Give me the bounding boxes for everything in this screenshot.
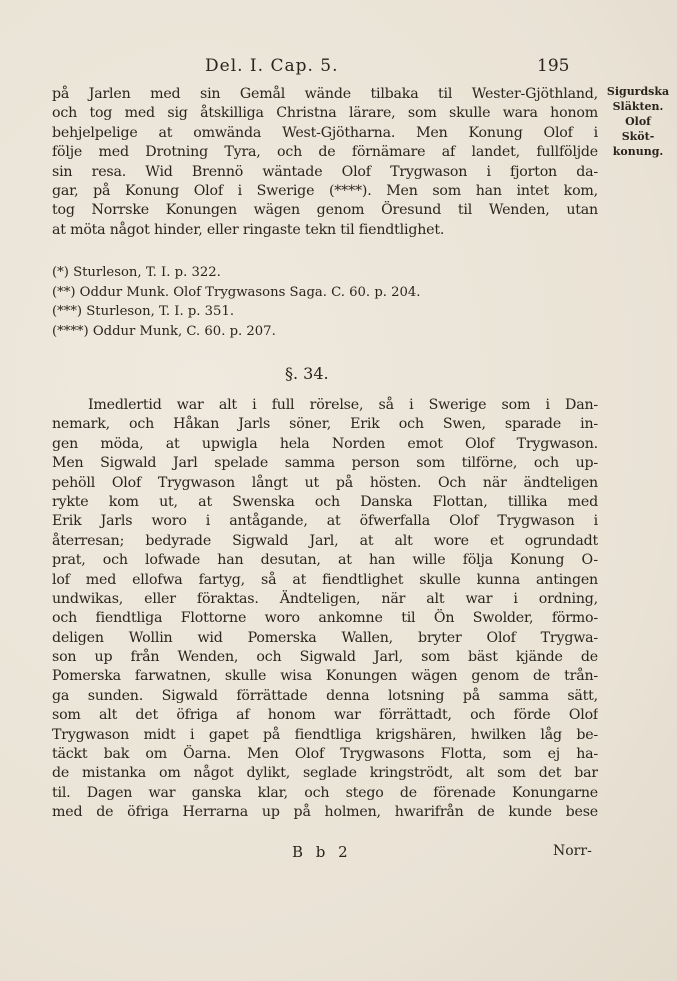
text-line: nemark, och Håkan Jarls söner, Erik och Swen, sparade in-	[52, 416, 598, 433]
footnote: (***) Sturleson, T. I. p. 351.	[52, 304, 235, 320]
text-line: och tog med sig åtskilliga Christna lärare, som skulle wara honom	[52, 105, 598, 122]
text-line: behjelpelige at omwända West-Gjötharna. Men Konung Olof i	[52, 124, 598, 141]
section-heading: §. 34.	[285, 364, 329, 383]
text-line: prat, och lofwade han desutan, at han wille följa Konung O-	[52, 552, 598, 569]
margin-note-line: Sigurdska	[606, 85, 670, 98]
text-line: täckt bak om Öarna. Men Olof Trygwasons Flotta, som ej ha-	[52, 746, 598, 763]
text-line: at möta något hinder, eller ringaste tekn til fiendtlighet.	[52, 221, 445, 238]
text-line: pehöll Olof Trygwason långt ut på hösten. Och när ändteligen	[52, 474, 598, 491]
text-line: som alt det öfriga af honom war förrättadt, och förde Olof	[52, 707, 598, 724]
margin-note	[598, 84, 677, 159]
text-line: til. Dagen war ganska klar, och stego de förenade Konungarne	[52, 784, 598, 801]
text-line: Trygwason midt i gapet på fiendtliga krigshären, hwilken låg be-	[52, 726, 598, 743]
text-line: rykte kom ut, at Swenska och Danska Flottan, tillika med	[52, 493, 598, 510]
text-line: Imedlertid war alt i full rörelse, så i Swerige som i Dan-	[88, 397, 598, 413]
margin-note-line: Sköt-	[621, 130, 655, 143]
text-line: följe med Drotning Tyra, och de förnämare af landet, fullföljde	[52, 144, 598, 161]
text-line: Pomerska farwatnen, skulle wisa Konungen wägen genom de trån-	[52, 668, 598, 685]
running-head: Del. I. Cap. 5.	[205, 56, 339, 76]
text-line: lof med ellofwa fartyg, så at fiendtlighet skulle kunna antingen	[52, 571, 598, 588]
signature-mark: B b 2	[292, 843, 352, 861]
paragraph-34	[52, 396, 598, 823]
footnotes	[52, 263, 421, 342]
text-line: gar, på Konung Olof i Swerige (****). Men som han intet kom,	[52, 182, 598, 199]
footnote: (****) Oddur Munk, C. 60. p. 207.	[52, 324, 276, 340]
top-text-block	[52, 85, 598, 240]
text-line: son up från Wenden, och Sigwald Jarl, som bäst kjände de	[52, 649, 598, 666]
text-line: ga sunden. Sigwald förrättade denna lotsning på samma sätt,	[52, 687, 598, 704]
text-line: sin resa. Wid Brennö wäntade Olof Trygwason i fjorton da-	[52, 163, 598, 180]
text-line: Men Sigwald Jarl spelade samma person som tilförne, och up-	[52, 455, 598, 472]
margin-note-line: Olof	[625, 115, 651, 128]
text-line: och fiendtliga Flottorne woro ankomne til Ön Swolder, förmo-	[52, 610, 598, 627]
text-line: gen möda, at upwigla hela Norden emot Olof Trygwason.	[52, 435, 598, 452]
text-line: deligen Wollin wid Pomerska Wallen, bryter Olof Trygwa-	[52, 629, 598, 646]
text-line: de mistanka om något dylikt, seglade kringströdt, alt som det bar	[52, 765, 598, 782]
text-line: återresan; bedyrade Sigwald Jarl, at alt wore et ogrundadt	[52, 532, 598, 549]
page-number: 195	[537, 56, 570, 76]
text-line: med de öfriga Herrarna up på holmen, hwarifrån de kunde bese	[52, 804, 598, 821]
footnote: (*) Sturleson, T. I. p. 322.	[52, 265, 221, 280]
margin-note-line: konung.	[612, 145, 664, 158]
text-line: undwikas, eller föraktas. Ändteligen, när alt war i ordning,	[52, 590, 598, 607]
text-line: Erik Jarls woro i antågande, at öfwerfalla Olof Trygwason i	[52, 513, 598, 530]
footnote: (**) Oddur Munk. Olof Trygwasons Saga. C. 60. p. 204.	[52, 284, 421, 300]
catchword: Norr-	[553, 843, 592, 859]
text-line: på Jarlen med sin Gemål wände tilbaka til Wester-Gjöthland,	[52, 86, 598, 102]
text-line: tog Norrske Konungen wägen genom Öresund til Wenden, utan	[52, 202, 598, 219]
margin-note-line: Släkten.	[612, 100, 664, 113]
